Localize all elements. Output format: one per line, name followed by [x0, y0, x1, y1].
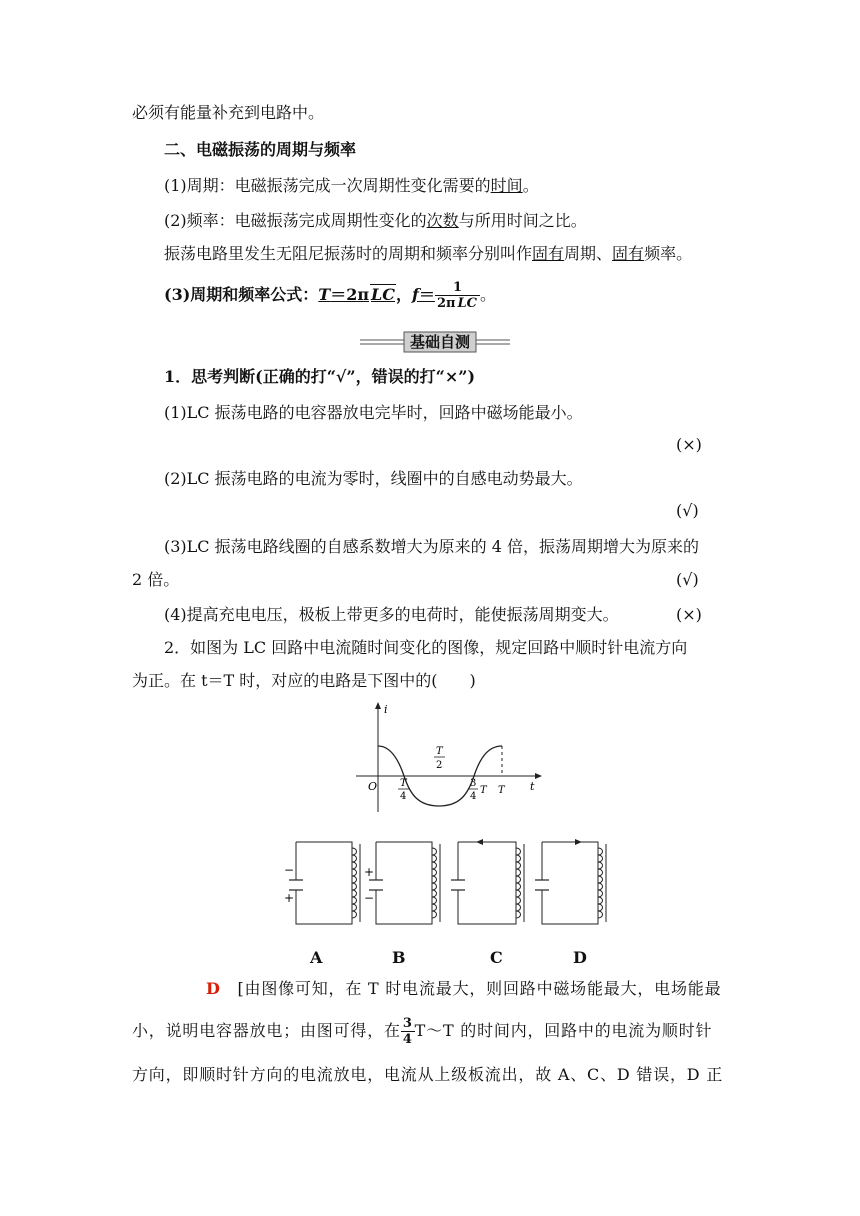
fraction-3-4: $\frac{3}{4}$ [402, 1016, 413, 1047]
current-arrow-left [476, 839, 483, 845]
text-line: 必须有能量补充到电路中。 [132, 103, 325, 122]
frequency-fraction: $\frac{1}{\text{2π LC}}$ [435, 280, 480, 311]
tick-3t4-den: 4 [470, 791, 477, 802]
underlined-answer: 固有 [532, 244, 565, 263]
svg-text:+: + [284, 891, 295, 905]
y-axis-label: i [384, 703, 388, 716]
question-2: 2．如图为 LC 回路中电流随时间变化的图像，规定回路中顺时针电流方向 [164, 638, 688, 657]
frequency-definition: (2)频率：电磁振荡完成周期性变化的次数与所用时间之比。 [164, 211, 587, 230]
option-label-c: C [490, 948, 503, 967]
answer-line-3: 方向，即顺时针方向的电流放电，电流从上级板流出，故 A、C、D 错误，D 正 [132, 1065, 724, 1084]
question-2-cont: 为正。在 t＝T 时，对应的电路是下图中的( ) [132, 671, 476, 690]
answer-line-1: D [由图像可知，在 T 时电流最大，则回路中磁场能最大，电场能最 [206, 979, 722, 998]
underlined-answer: 次数 [426, 211, 459, 230]
period-definition: (1)周期：电磁振荡完成一次周期性变化需要的时间。 [164, 176, 539, 195]
option-label-d: D [573, 948, 587, 967]
svg-text:−: − [364, 891, 375, 905]
tick-3t4-num: 3 [470, 778, 477, 789]
judgement-mark: (×) [676, 605, 702, 624]
formula-line: (3)周期和频率公式：T＝2π LC，f＝ $\frac{1}{\text{2π LC}}$ 。 [164, 280, 497, 311]
sqrt-lc: LC [371, 285, 396, 304]
question-1-3: (3)LC 振荡电路线圈的自感系数增大为原来的 4 倍，振荡周期增大为原来的 [164, 537, 699, 556]
tick-t: T [498, 785, 505, 796]
circuit-d [535, 839, 606, 924]
question-1-2: (2)LC 振荡电路的电流为零时，线圈中的自感电动势最大。 [164, 469, 583, 488]
section-heading: 二、电磁振荡的周期与频率 [164, 140, 357, 159]
tick-t2-den: 2 [436, 760, 443, 771]
y-axis-arrow [375, 702, 381, 709]
answer-letter: D [206, 979, 221, 998]
underlined-answer: 时间 [490, 176, 523, 195]
circuit-b [364, 842, 440, 924]
origin-label: O [368, 780, 378, 793]
question-1-1: (1)LC 振荡电路的电容器放电完毕时，回路中磁场能最小。 [164, 403, 583, 422]
circuit-c [451, 839, 524, 924]
question-1-4: (4)提高充电电压，极板上带更多的电荷时，能使振荡周期变大。 [164, 605, 619, 624]
answer-line-2: 小，说明电容器放电；由图可得，在 $\frac{3}{4}$ T～T 的时间内，回路中的电流为顺时针 [132, 1016, 713, 1047]
x-axis-arrow [535, 773, 542, 779]
question-1: 1．思考判断(正确的打“√”，错误的打“×”) [164, 367, 476, 386]
option-label-a: A [310, 948, 323, 967]
section-banner [360, 331, 510, 353]
tick-t4-num: T [400, 778, 407, 789]
tick-3t4-t: T [480, 785, 487, 796]
x-axis-label: t [530, 780, 535, 793]
current-arrow-right [575, 839, 582, 845]
question-1-3-cont: 2 倍。 [132, 570, 180, 589]
underlined-answer: 固有 [612, 244, 645, 263]
judgement-mark: (√) [676, 570, 699, 589]
judgement-mark: (×) [676, 435, 702, 454]
svg-text:+: + [364, 865, 375, 879]
judgement-mark: (√) [676, 501, 699, 520]
circuit-a [284, 842, 360, 924]
option-label-b: B [392, 948, 406, 967]
tick-t2-num: T [436, 746, 443, 757]
circuit-options [280, 836, 620, 936]
current-time-graph [350, 700, 550, 816]
svg-text:−: − [284, 863, 295, 877]
natural-period-line: 振荡电路里发生无阻尼振荡时的周期和频率分别叫作固有周期、固有频率。 [164, 244, 693, 263]
banner-label: 基础自测 [409, 333, 470, 351]
tick-t4-den: 4 [400, 791, 407, 802]
